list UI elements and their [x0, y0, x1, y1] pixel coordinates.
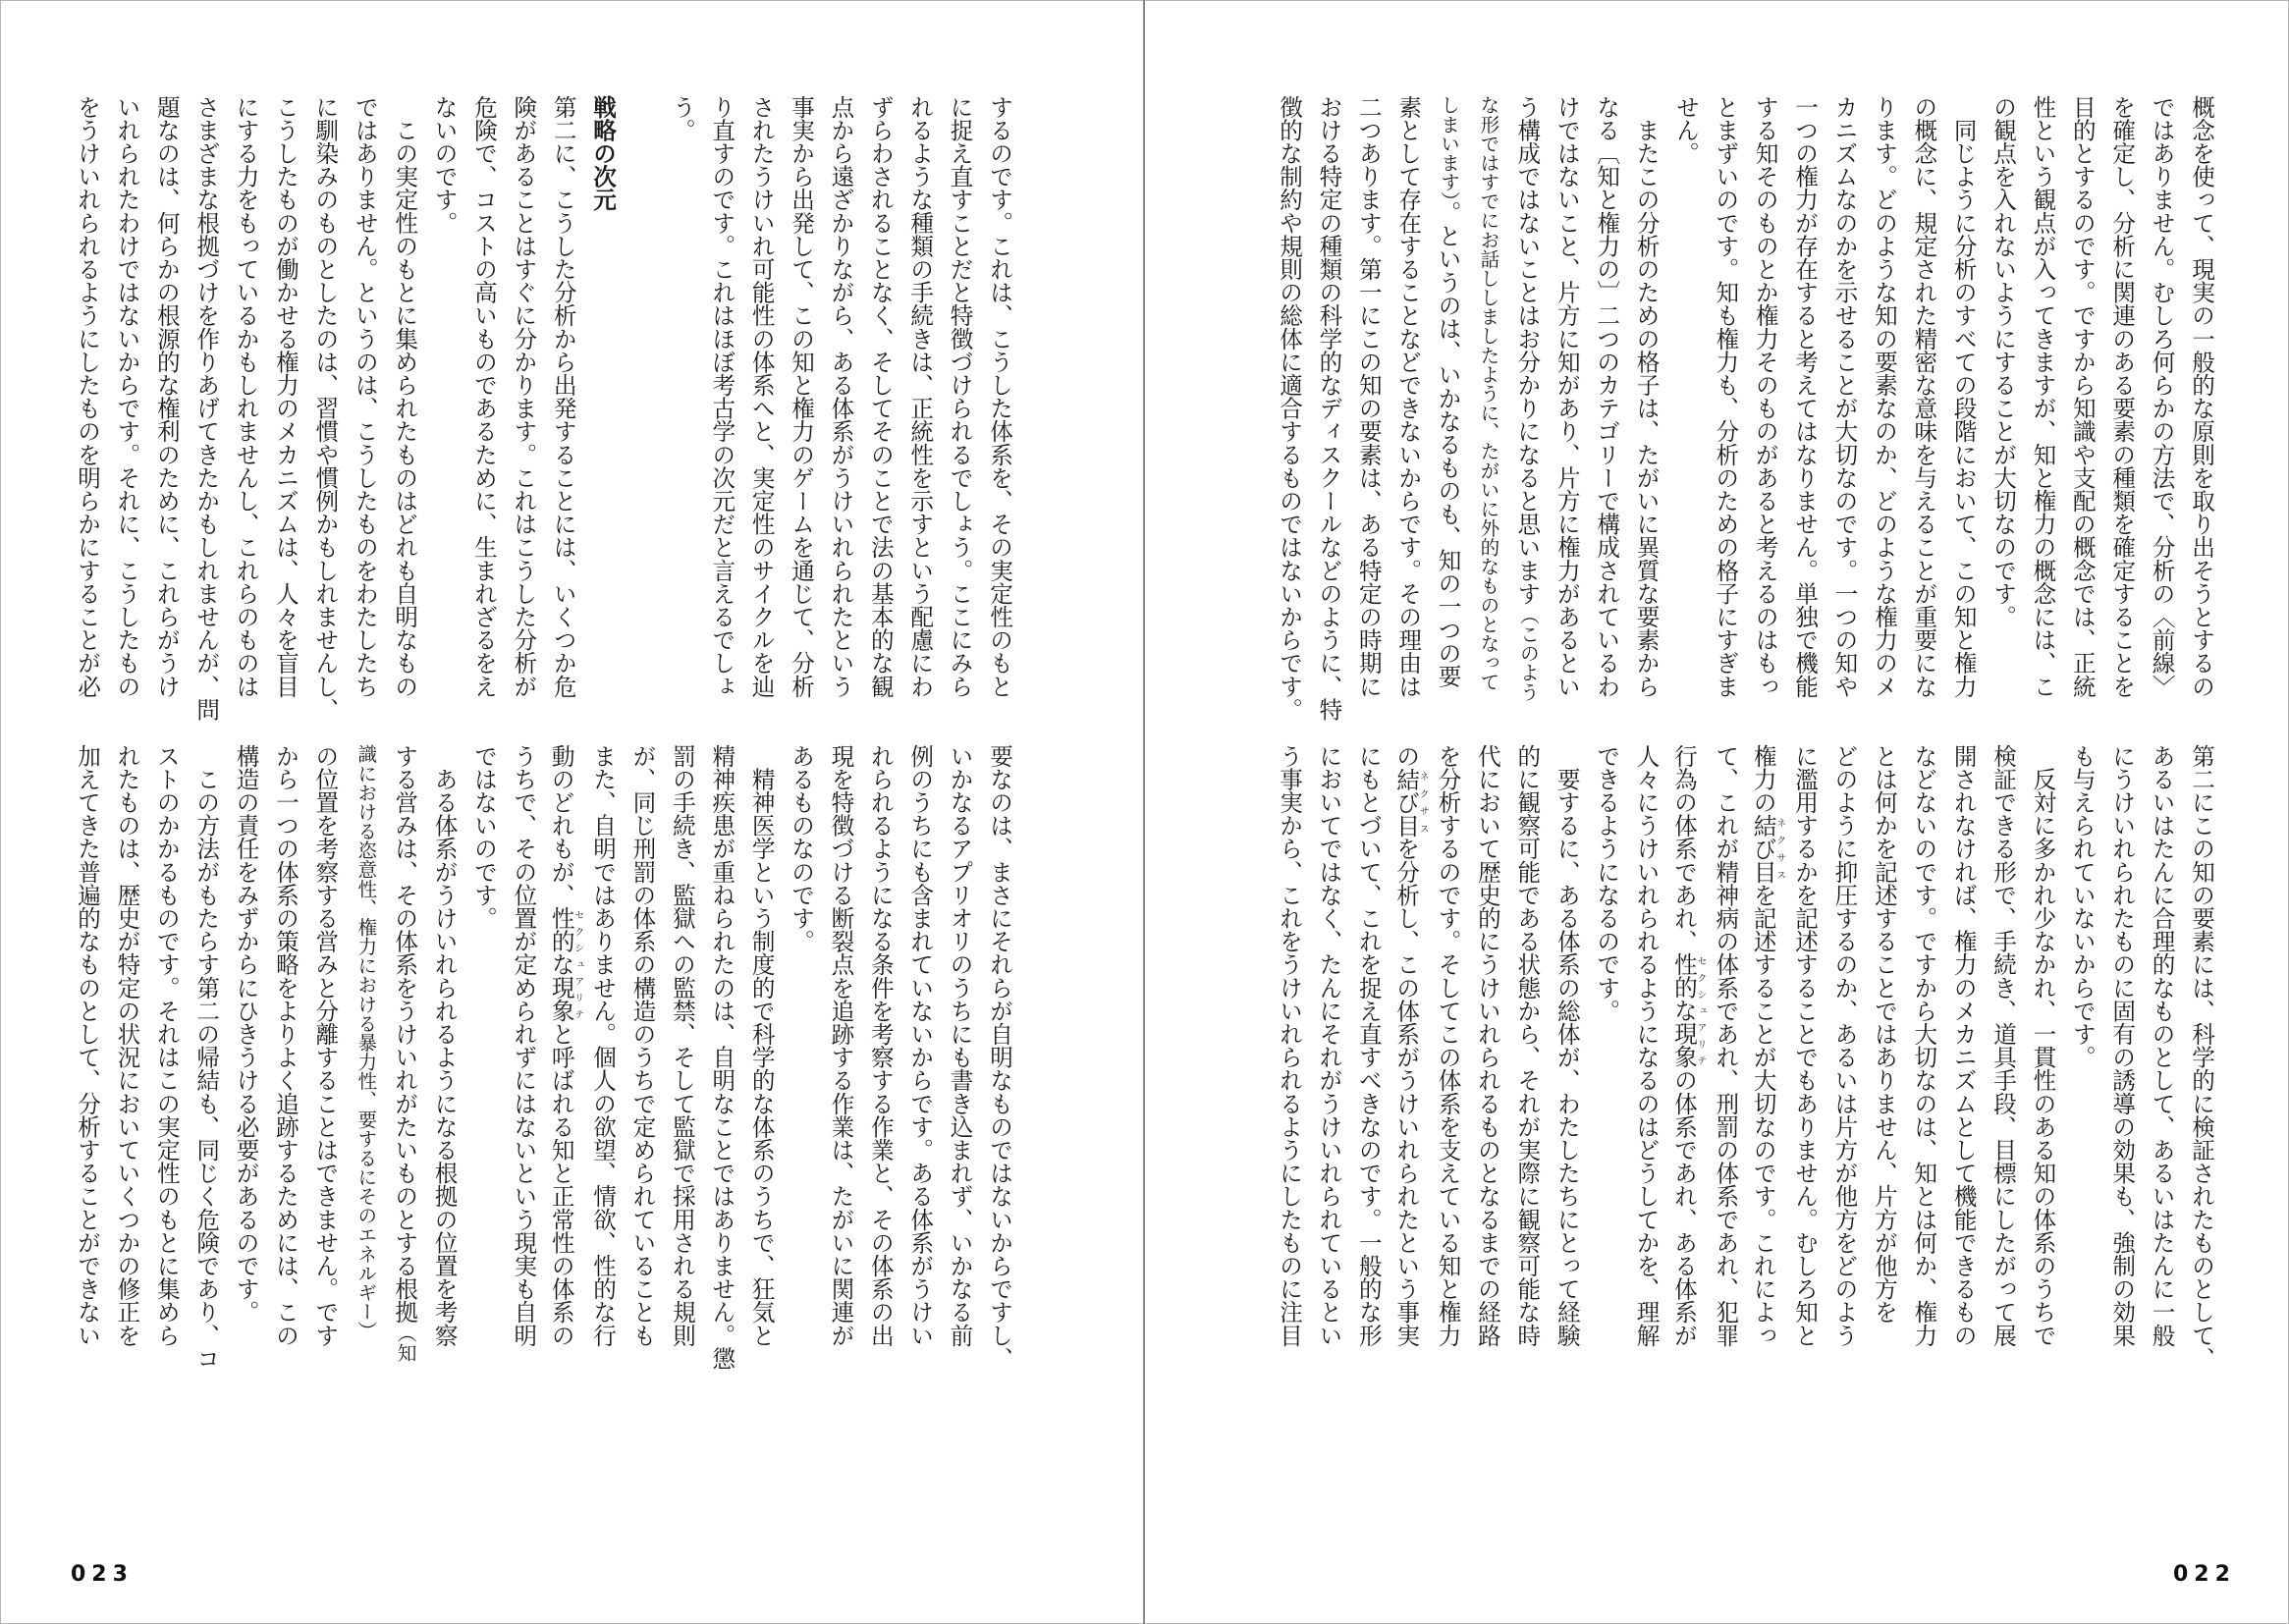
text-column: 精神疾患が重ねられたのは、自明なことではありません。懲 [708, 744, 736, 1371]
text-column: を確定し、分析に関連のある要素の種類を確定することを [2108, 95, 2137, 698]
text-column: ではないのです。 [469, 744, 498, 930]
text-run: の [1392, 744, 1421, 768]
text-column: あるいはたんに合理的なものとして、あるいはたんに一般 [2148, 744, 2176, 1347]
inline-note: （このよう [1516, 605, 1540, 702]
right-page [1145, 0, 2289, 1624]
text-column: においてではなく、たんにそれがうけいれられているとい [1315, 744, 1343, 1347]
ruby-reading: セクシュアリテ [1695, 952, 1707, 1069]
ruby-base: 結び目 [1392, 767, 1421, 838]
text-run: 動のどれもが、 [547, 744, 575, 907]
ruby-base: 性的な現象 [1669, 952, 1698, 1069]
text-column [1468, 95, 1507, 733]
text-column: ストのかかるものです。それはこの実定性のもとに集めら [152, 744, 181, 1347]
text-column: 検証できる形で、手続き、道具手段、目標にしたがって展 [1989, 744, 2018, 1347]
ruby-reading: セクシュアリテ [572, 906, 584, 1023]
text-column: が、同じ刑罰の体系の構造のうちで定められていることも [628, 744, 657, 1347]
ruby-base: 性的な現象 [547, 906, 575, 1023]
text-column: れるような種類の手続きは、正統性を示すという配慮にわ [906, 95, 935, 698]
text-column [1428, 95, 1467, 733]
ruby-term [1392, 767, 1429, 838]
text-column: 一つの権力が存在すると考えてはなりません。単独で機能 [1791, 95, 1820, 698]
text-column: 現を特徴づける断裂点を追跡する作業は、たがいに関連が [827, 744, 855, 1347]
text-column: するのです。これは、こうした体系を、その実定性のもと [986, 95, 1013, 698]
text-run: を記述することが大切なのです。これによっ [1749, 883, 1777, 1347]
text-column: 要なのは、まさにそれらが自明なものではないからですし、 [986, 744, 1013, 1371]
text-run: 。というのは、いかなるものも、知の一つの要 [1434, 200, 1462, 688]
page-number: 023 [71, 1562, 134, 1587]
page-number: 022 [2173, 1562, 2236, 1587]
text-run: う構成ではないことはお分かりになると思います [1513, 95, 1542, 606]
text-column: うちで、その位置が定められずにはないという現実も自明 [510, 744, 538, 1347]
ruby-reading: ネクサス [1417, 767, 1429, 838]
text-column: も与えられていないからです。 [2068, 744, 2097, 1069]
text-column [1507, 95, 1547, 733]
text-run: 権力の [1749, 744, 1777, 814]
text-column: 人々にうけいれられるようになるのはどうしてかを、理解 [1632, 744, 1661, 1347]
text-column [543, 744, 582, 1382]
lower-text-block [1269, 744, 2221, 1382]
text-column: またこの分析のための格子は、たがいに異質な要素から [1632, 95, 1661, 698]
text-run: 行為の体系であれ、 [1669, 744, 1698, 953]
text-column [1745, 744, 1784, 1382]
text-column: 険があることはすぐに分かります。これはこうした分析が [510, 95, 538, 698]
text-column: 罰の手続き、監獄への監禁、そして監獄で採用される規則 [668, 744, 696, 1347]
text-column: を分析するのです。そしてこの体系を支えている知と権力 [1434, 744, 1462, 1347]
text-column: この実定性のもとに集められたものはどれも自明なもの [391, 95, 419, 698]
text-column: をうけいれられるようにしたものを明らかにすることが必 [74, 95, 102, 698]
text-column: 素として存在することなどできないからです。その理由は [1394, 95, 1423, 698]
text-column [385, 744, 424, 1382]
text-column: いれられたわけではないからです。それに、こうしたもの [113, 95, 141, 698]
inline-note: 識における恣意性、権力における暴力性、要するにそのエネルギー） [354, 744, 377, 1340]
text-column: 構造の責任をみずからにひきうける必要があるのです。 [232, 744, 260, 1324]
ruby-base: 結び目 [1749, 813, 1777, 884]
text-column: ある体系がうけいれられるようになる根拠の位置を考察 [430, 744, 459, 1347]
text-column: 目的とするのです。ですから知識や支配の概念では、正統 [2068, 95, 2097, 698]
text-column: の観点を入れないようにすることが大切なのです。 [1989, 95, 2018, 628]
upper-text-block [67, 95, 1019, 733]
text-column: の概念に、規定された精密な意味を与えることが重要にな [1910, 95, 1938, 698]
text-column: する知そのものとか権力そのものがあると考えるのはもっ [1751, 95, 1779, 698]
text-column: 危険で、コストの高いものであるために、生まれざるをえ [469, 95, 498, 698]
text-column: ります。どのような知の要素なのか、どのような権力のメ [1870, 95, 1898, 698]
text-column [1389, 744, 1428, 1382]
text-column: ではありません。むしろ何らかの方法で、分析の〈前線〉 [2148, 95, 2176, 698]
text-column: せん。 [1671, 95, 1700, 165]
text-column: 二つあります。第一にこの知の要素は、ある特定の時期に [1354, 95, 1383, 698]
left-page [0, 0, 1144, 1624]
text-column: 的に観察可能である状態から、それが実際に観察可能な時 [1513, 744, 1542, 1347]
text-column: 第二に、こうした分析から出発することには、いくつか危 [549, 95, 577, 698]
text-column [1666, 744, 1706, 1382]
text-column: あるものなのです。 [788, 744, 816, 953]
text-column: 要するに、ある体系の総体が、わたしたちにとって経験 [1553, 744, 1581, 1347]
ruby-term [547, 906, 584, 1023]
text-run: を分析し、この体系がうけいれられたという事実 [1392, 837, 1421, 1347]
text-column: に濫用するかを記述することでもありません。むしろ知と [1791, 744, 1820, 1347]
text-column: どのように抑圧するのか、あるいは片方が他方をどのよう [1830, 744, 1859, 1347]
text-run: する営みは、その体系をうけいれがたいものとする根拠 [391, 744, 419, 1324]
text-column: 同じように分析のすべての段階において、この知と権力 [1949, 95, 1978, 698]
text-column: て、これが精神病の体系であれ、刑罰の体系であれ、犯罪 [1712, 744, 1740, 1347]
text-column: 性という観点が入ってきますが、知と権力の概念には、こ [2029, 95, 2057, 698]
text-column: にする力をもっているかもしれませんし、これらのものは [232, 95, 260, 698]
text-column: り直すのです。これはほぼ考古学の次元だと言えるでしょ [708, 95, 736, 698]
ruby-term [1749, 813, 1786, 884]
text-column: ずらわされることなく、そしてそのことで法の基本的な観 [866, 95, 895, 698]
text-column: などないのです。ですから大切なのは、知とは何か、権力 [1910, 744, 1938, 1347]
text-column: の位置を考察する営みと分離することはできません。です [311, 744, 340, 1347]
text-column: とは何かを記述することではありません、片方が他方を [1870, 744, 1898, 1324]
text-column: 点から遠ざかりながら、ある体系がうけいれられたという [827, 95, 855, 698]
text-column: れたものは、歴史が特定の状況においていくつかの修正を [113, 744, 141, 1347]
section-heading: 戦略の次元 [589, 95, 618, 211]
text-column: こうしたものが働かせる権力のメカニズムは、人々を盲目 [271, 95, 300, 698]
text-column: う。 [668, 95, 696, 142]
text-column: 題なのは、何らかの根源的な権利のために、これらがうけ [152, 95, 181, 698]
text-column: 反対に多かれ少なかれ、一貫性のある知の体系のうちで [2029, 744, 2057, 1347]
text-column: おける特定の種類の科学的なディスクールなどのように、特 [1315, 95, 1343, 722]
inline-note: な形ではすでにお話ししましたように、たがいに外的なものとなって [1476, 95, 1499, 691]
text-column: に捉え直すことだと特徴づけられるでしょう。ここにみら [946, 95, 974, 698]
text-column: 概念を使って、現実の一般的な原則を取り出そうとするの [2188, 95, 2215, 698]
text-column: いかなるアプリオリのうちにも書き込まれず、いかなる前 [946, 744, 974, 1347]
text-column: この方法がもたらす第二の帰結も、同じく危険であり、コ [192, 744, 221, 1371]
text-column: 精神医学という制度的で科学的な体系のうちで、狂気と [747, 744, 776, 1347]
text-column: また、自明ではありません。個人の欲望、情欲、性的な行 [589, 744, 618, 1347]
text-column: から一つの体系の策略をよりよく追跡するためには、この [271, 744, 300, 1347]
text-column: に馴染みのものとしたのは、習慣や慣例かもしれませんし、 [311, 95, 340, 722]
text-column: さまざまな根拠づけを作りあげてきたかもしれませんが、問 [192, 95, 221, 722]
text-column: 加えてきた普遍的なものとして、分析することができない [74, 744, 102, 1347]
text-column: う事実から、これをうけいれられるようにしたものに注目 [1276, 744, 1304, 1347]
text-column: にうけいれられたものに固有の誘導の効果も、強制の効果 [2108, 744, 2137, 1347]
text-column: 例のうちにも含まれていないからです。ある体系がうけい [906, 744, 935, 1347]
text-run: の体系であれ、ある体系が [1669, 1068, 1698, 1347]
inline-note: しまいます） [1437, 95, 1460, 201]
lower-text-block [67, 744, 1019, 1382]
text-column: 代において歴史的にうけいれられるものとなるまでの経路 [1473, 744, 1501, 1347]
text-column: できるようになるのです。 [1593, 744, 1621, 1023]
text-column: 事実から出発して、この知と権力のゲームを通じて、分析 [788, 95, 816, 698]
text-column: れられるようになる条件を考察する作業と、その体系の出 [866, 744, 895, 1347]
text-column: にもとづいて、これを捉え直すべきなのです。一般的な形 [1354, 744, 1383, 1347]
inline-note: （知 [394, 1324, 417, 1363]
text-column: 第二にこの知の要素には、科学的に検証されたものとして、 [2188, 744, 2215, 1371]
upper-text-block [1269, 95, 2221, 733]
text-column: けではないこと、片方に知があり、片方に権力があるとい [1553, 95, 1581, 698]
text-column: カニズムなのかを示せることが大切なのです。一つの知や [1830, 95, 1859, 698]
text-column: ないのです。 [430, 95, 459, 235]
text-column [345, 744, 384, 1382]
ruby-reading: ネクサス [1774, 813, 1786, 884]
text-column: ではありません。というのは、こうしたものをわたしたち [351, 95, 379, 698]
ruby-term [1669, 952, 1707, 1069]
text-column: 開されなければ、権力のメカニズムとして機能できるもの [1949, 744, 1978, 1347]
text-column: なる〔知と権力の〕二つのカテゴリーで構成されているわ [1593, 95, 1621, 698]
text-column: 徴的な制約や規則の総体に適合するものではないからです。 [1276, 95, 1304, 722]
text-column: されたうけいれ可能性の体系へと、実定性のサイクルを辿 [747, 95, 776, 698]
text-run: と呼ばれる知と正常性の体系の [547, 1022, 575, 1347]
text-column: とまずいのです。知も権力も、分析のための格子にすぎま [1712, 95, 1740, 698]
